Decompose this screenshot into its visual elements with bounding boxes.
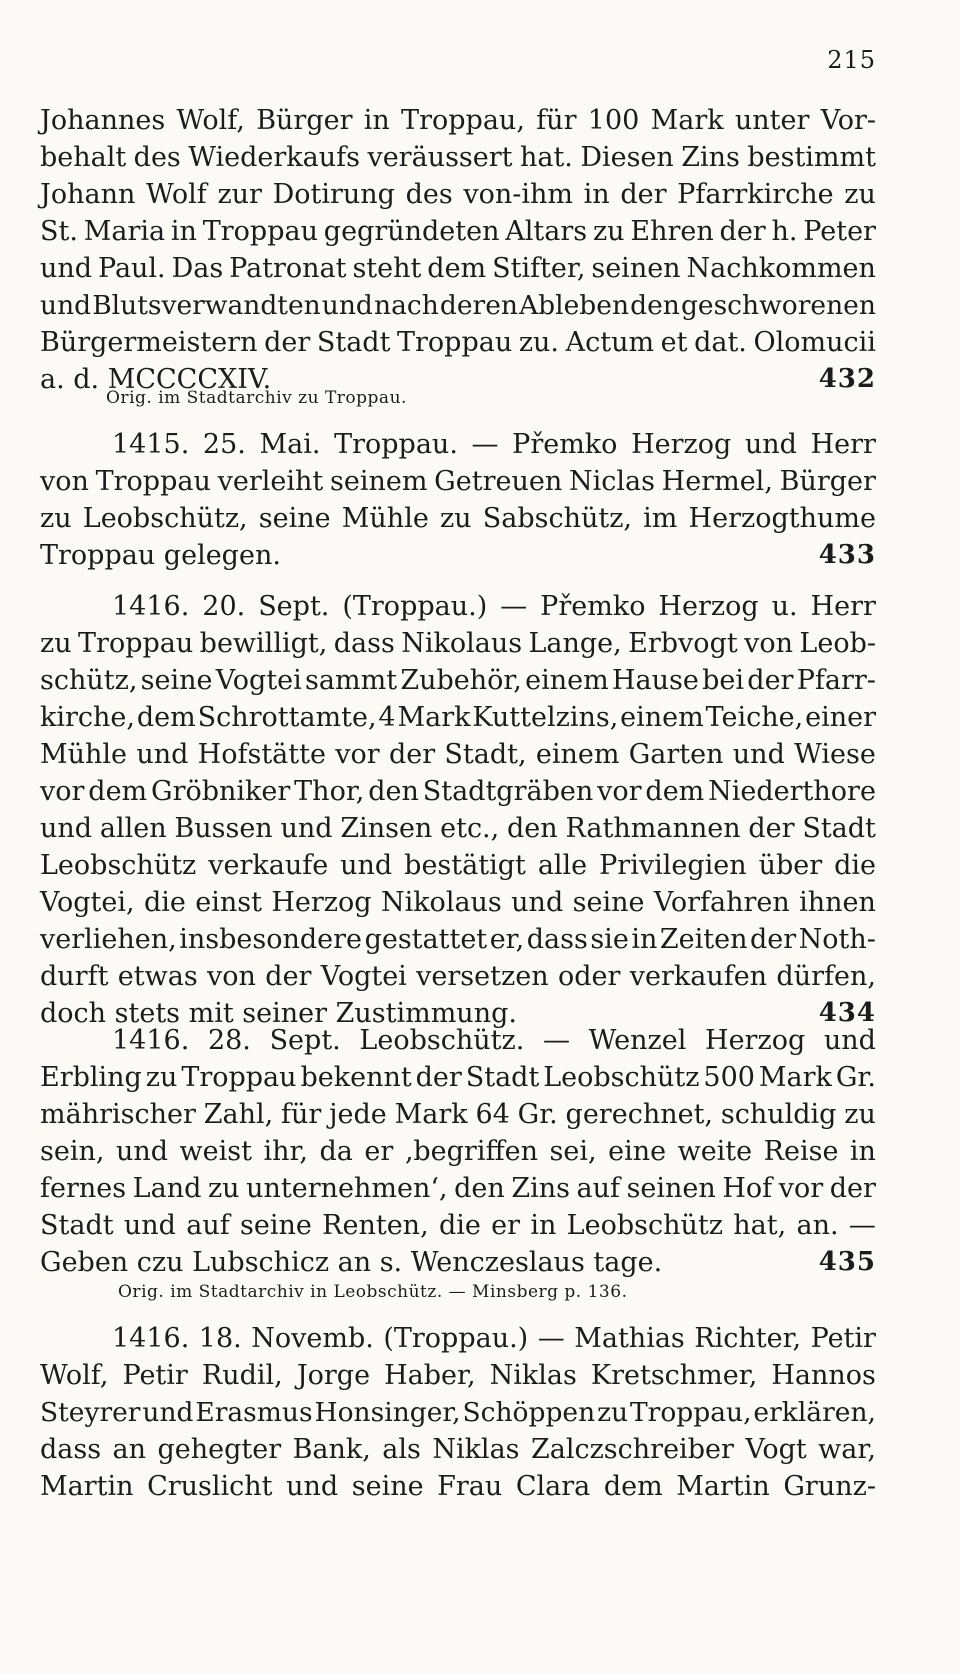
text-line: Johann Wolf zur Dotirung des von-ihm in der Pfarrkirche zu [40, 179, 876, 210]
line-text: Troppau gelegen. [40, 540, 281, 571]
entry-heading-line: 1416. 20. Sept. (Troppau.) — Přemko Herzog u. Herr [112, 591, 876, 622]
text-line: durft etwas von der Vogtei versetzen oder verkaufen dürfen, [40, 961, 876, 992]
source-note: Orig. im Stadtarchiv zu Troppau. [106, 388, 407, 408]
text-line: Wolf, Petir Rudil, Jorge Haber, Niklas Kretschmer, Hannos [40, 1360, 876, 1391]
entry-number: 433 [818, 540, 876, 570]
text-line: Erbling zu Troppau bekennt der Stadt Leobschütz 500 Mark Gr. [40, 1062, 876, 1093]
text-line: Mühle und Hofstätte vor der Stadt, einem Garten und Wiese [40, 739, 876, 770]
text-line: dass an gehegter Bank, als Niklas Zalczschreiber Vogt war, [40, 1434, 876, 1465]
text-line: von Troppau verleiht seinem Getreuen Niclas Hermel, Bürger [40, 466, 876, 497]
text-line-last [40, 1244, 876, 1281]
source-note: Orig. im Stadtarchiv in Leobschütz. — Minsberg p. 136. [118, 1282, 628, 1302]
text-line: Vogtei, die einst Herzog Nikolaus und seine Vorfahren ihnen [40, 887, 876, 918]
line-text: doch stets mit seiner Zustimmung. [40, 998, 517, 1029]
text-line-last [40, 537, 876, 574]
entry-434 [40, 588, 876, 1032]
line-text: a. d. MCCCCXIV. [40, 364, 272, 395]
entry-number: 434 [818, 998, 876, 1028]
text-line: kirche, dem Schrottamte, 4 Mark Kuttelzins, einem Teiche, einer [40, 702, 876, 733]
entry-heading-line: 1416. 28. Sept. Leobschütz. — Wenzel Herzog und [112, 1025, 876, 1056]
text-line: und Paul. Das Patronat steht dem Stifter, seinen Nachkommen [40, 253, 876, 284]
entry-431-continuation [40, 102, 876, 398]
text-line: und Blutsverwandten und nach deren Ableben den geschworenen [40, 290, 876, 321]
entry-436 [40, 1320, 876, 1505]
text-line: Johannes Wolf, Bürger in Troppau, für 100 Mark unter Vor- [40, 105, 876, 136]
entry-heading-line: 1416. 18. Novemb. (Troppau.) — Mathias Richter, Petir [112, 1323, 876, 1354]
text-line: vor dem Gröbniker Thor, den Stadtgräben vor dem Niederthore [40, 776, 876, 807]
text-line: fernes Land zu unternehmen‘, den Zins auf seinen Hof vor der [40, 1173, 876, 1204]
text-line: mährischer Zahl, für jede Mark 64 Gr. gerechnet, schuldig zu [40, 1099, 876, 1130]
text-line: Martin Cruslicht und seine Frau Clara dem Martin Grunz- [40, 1471, 876, 1502]
text-line: zu Troppau bewilligt, dass Nikolaus Lange, Erbvogt von Leob- [40, 628, 876, 659]
text-line: verliehen, insbesondere gestattet er, dass sie in Zeiten der Noth- [40, 924, 876, 955]
entry-433 [40, 426, 876, 574]
entry-435 [40, 1022, 876, 1281]
text-line: und allen Bussen und Zinsen etc., den Rathmannen der Stadt [40, 813, 876, 844]
text-line: zu Leobschütz, seine Mühle zu Sabschütz, im Herzogthume [40, 503, 876, 534]
text-line: Stadt und auf seine Renten, die er in Leobschütz hat, an. — [40, 1210, 876, 1241]
text-line: behalt des Wiederkaufs veräussert hat. Diesen Zins bestimmt [40, 142, 876, 173]
text-line: schütz, seine Vogtei sammt Zubehör, einem Hause bei der Pfarr- [40, 665, 876, 696]
line-text: Geben czu Lubschicz an s. Wenczeslaus tage. [40, 1247, 663, 1278]
text-line: Steyrer und Erasmus Honsinger, Schöppen zu Troppau, erklären, [40, 1397, 876, 1428]
entry-number: 432 [818, 364, 876, 394]
text-line: St. Maria in Troppau gegründeten Altars zu Ehren der h. Peter [40, 216, 876, 247]
page-number: 215 [827, 46, 876, 74]
entry-number: 435 [818, 1247, 876, 1277]
text-line: Leobschütz verkaufe und bestätigt alle Privilegien über die [40, 850, 876, 881]
text-line: sein, und weist ihr, da er ‚begriffen sei, eine weite Reise in [40, 1136, 876, 1167]
text-line: Bürgermeistern der Stadt Troppau zu. Actum et dat. Olomucii [40, 327, 876, 358]
entry-heading-line: 1415. 25. Mai. Troppau. — Přemko Herzog und Herr [112, 429, 876, 460]
